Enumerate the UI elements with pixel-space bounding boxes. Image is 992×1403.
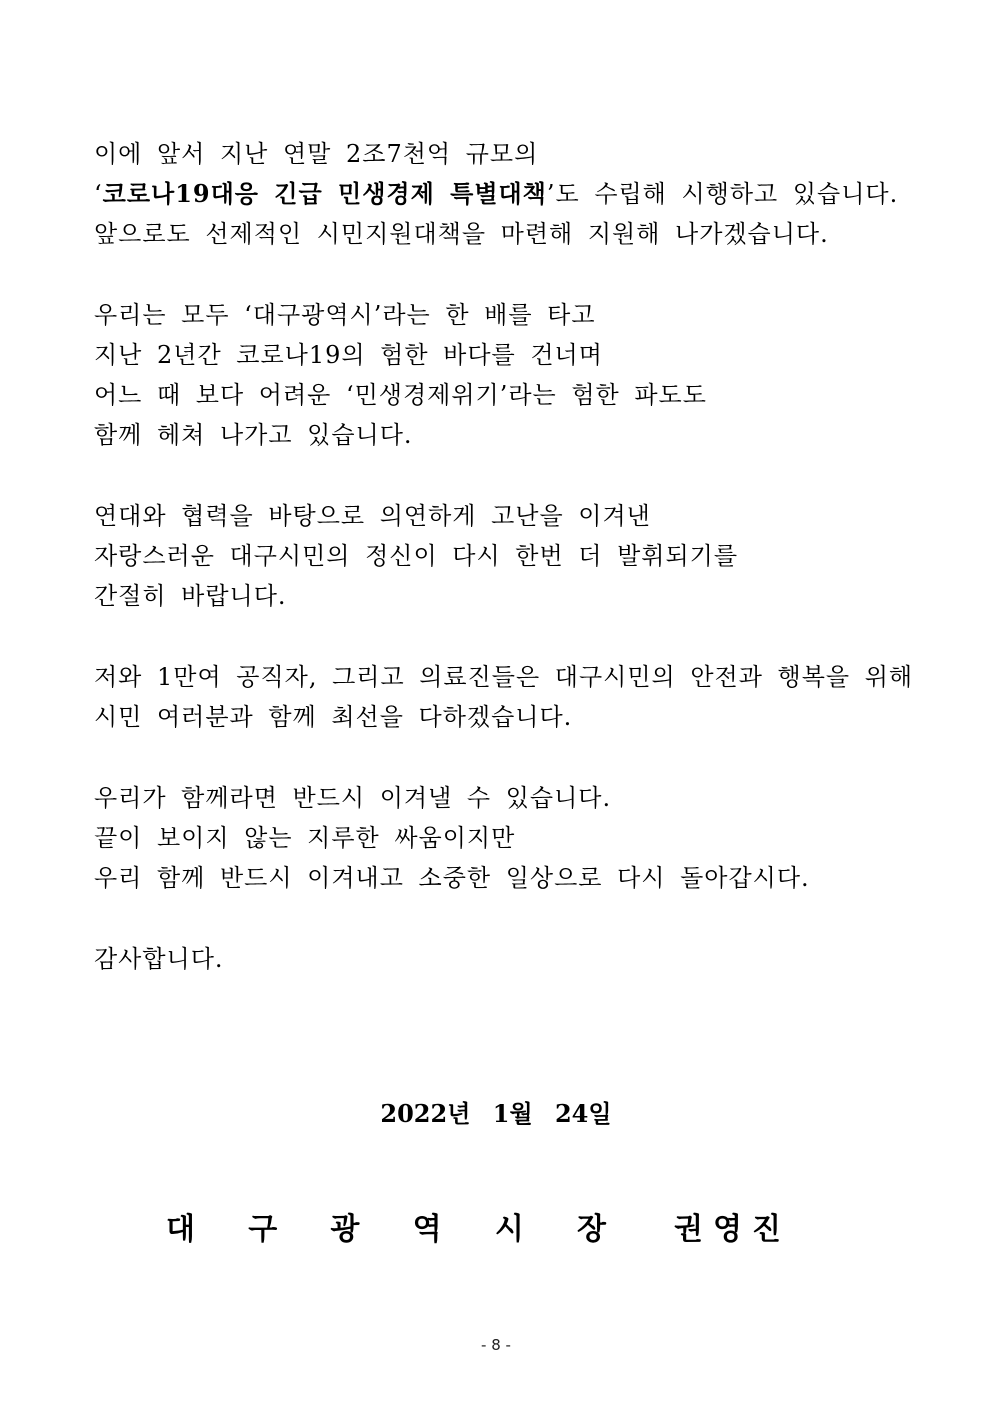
paragraph [94,657,914,737]
office-char: 대 [166,1212,195,1247]
paragraph [94,778,914,898]
paragraph [94,134,914,254]
text-line: 이에 앞서 지난 연말 2조7천억 규모의 [94,140,539,168]
speech-body [94,134,914,1020]
office-char: 역 [412,1212,442,1247]
office-char: 시 [494,1212,524,1247]
text-line: 우리 함께 반드시 이겨내고 소중한 일상으로 다시 돌아갑시다. [94,864,810,892]
text-line: 자랑스러운 대구시민의 정신이 다시 한번 더 발휘되기를 [94,542,739,570]
text-line: 우리는 모두 ‘대구광역시’라는 한 배를 타고 [94,301,596,329]
signature-name: 권영진 [674,1212,791,1247]
text-line: 끝이 보이지 않는 지루한 싸움이지만 [94,824,516,852]
paragraph [94,496,914,616]
bold-policy-name: 코로나19대응 긴급 민생경제 특별대책 [102,179,547,208]
text-line: 간절히 바랍니다. [94,582,287,610]
closing-line: 감사합니다. [94,945,224,973]
signature-block [166,1205,826,1255]
text-line: 저와 1만여 공직자, 그리고 의료진들은 대구시민의 안전과 행복을 위해 [94,663,914,691]
document-date: 2022년 1월 24일 [380,1099,612,1128]
paragraph [94,295,914,455]
text-line: 앞으로도 선제적인 시민지원대책을 마련해 지원해 나가겠습니다. [94,220,829,248]
office-char: 장 [577,1212,606,1247]
text-line: 지난 2년간 코로나19의 험한 바다를 건너며 [94,341,603,369]
paragraph [94,939,914,979]
text-line: 함께 헤쳐 나가고 있습니다. [94,421,413,449]
page-number: - 8 - [481,1336,511,1354]
text-line: 우리가 함께라면 반드시 이겨낼 수 있습니다. [94,784,612,812]
office-char: 구 [248,1212,278,1247]
text-line: ‘코로나19대응 긴급 민생경제 특별대책’도 수립해 시행하고 있습니다. [94,179,899,208]
office-char: 광 [330,1212,360,1247]
text-line: 시민 여러분과 함께 최선을 다하겠습니다. [94,703,573,731]
text-line: 연대와 협력을 바탕으로 의연하게 고난을 이겨낸 [94,502,651,530]
text-line: 어느 때 보다 어려운 ‘민생경제위기’라는 험한 파도도 [94,381,707,409]
signature-office [166,1205,606,1255]
